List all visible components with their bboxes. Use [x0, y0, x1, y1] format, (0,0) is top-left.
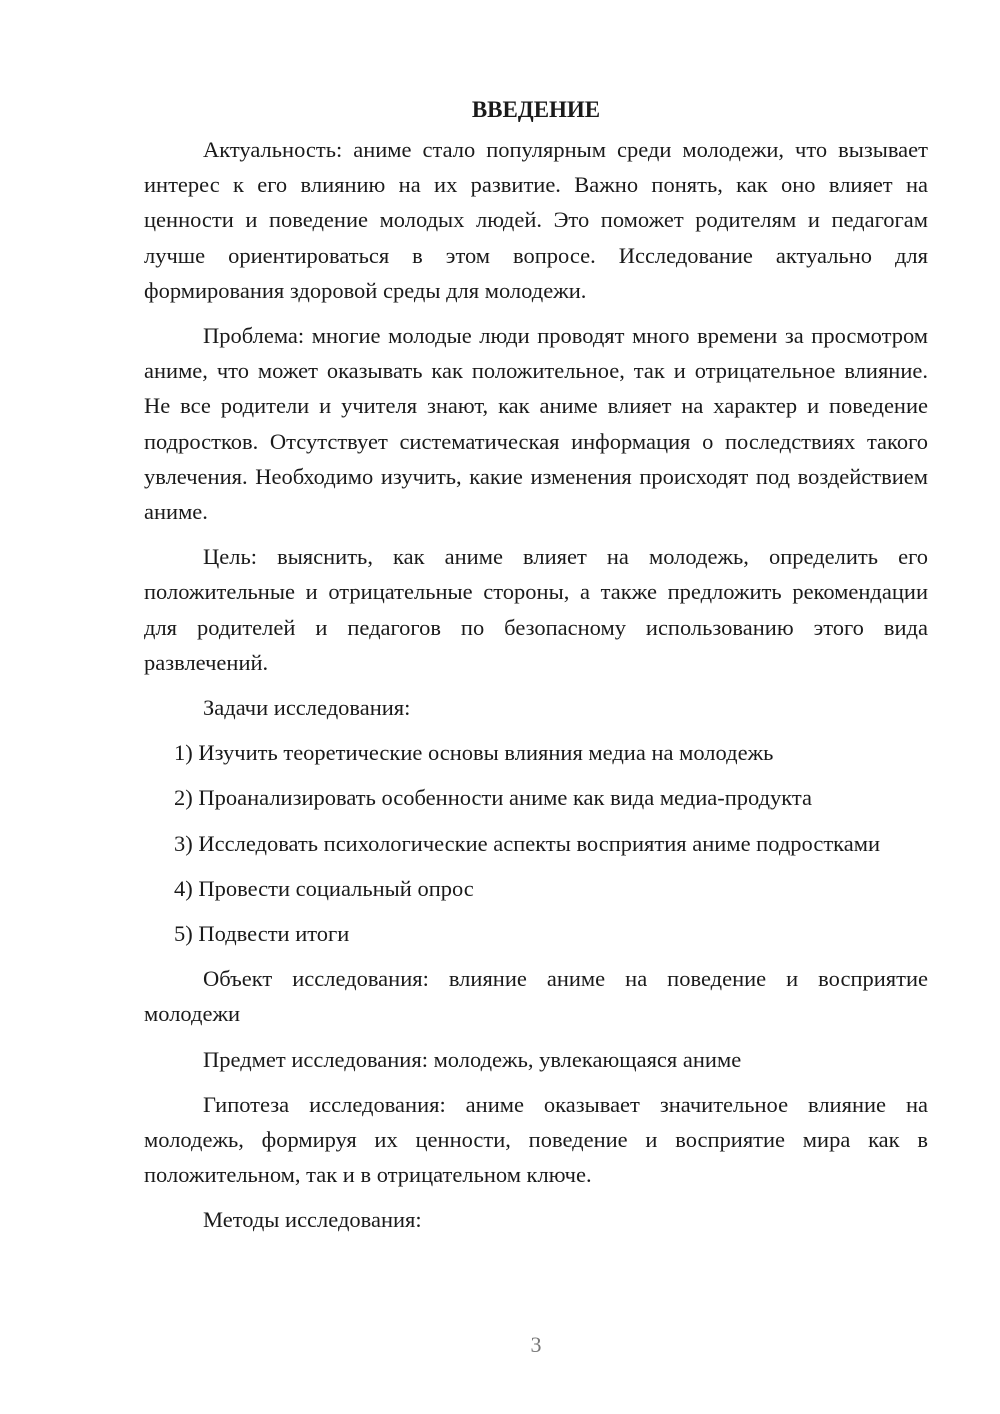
task-item: 5) Подвести итоги	[174, 921, 350, 947]
document-page	[144, 92, 928, 1248]
goal-paragraph: Цель: выяснить, как аниме влияет на молодежь, определить его положительные и отрицательные стороны, а также предложить рекомендации для родителей и педагогов по безопасному использованию этого вида развлечений.	[144, 544, 928, 675]
task-item: 1) Изучить теоретические основы влияния медиа на молодежь	[174, 740, 774, 766]
object-paragraph: Объект исследования: влияние аниме на поведение и восприятие молодежи	[144, 966, 928, 1027]
section-heading: ВВЕДЕНИЕ	[471, 97, 601, 122]
subject-paragraph: Предмет исследования: молодежь, увлекающаяся аниме	[203, 1046, 742, 1072]
tasks-heading: Задачи исследования:	[203, 695, 411, 721]
problem-paragraph: Проблема: многие молодые люди проводят много времени за просмотром аниме, что может оказывать как положительное, так и отрицательное влияние. Не все родители и учителя знают, как аниме влияет на характер и поведение подростков. Отсутствует систематическая информация о последствиях такого увлечения. Необходимо изучить, какие изменения происходят под воздействием аниме.	[144, 323, 928, 525]
methods-paragraph: Методы исследования:	[203, 1207, 422, 1233]
hypothesis-paragraph: Гипотеза исследования: аниме оказывает значительное влияние на молодежь, формируя их ценности, поведение и восприятие мира как в положительном, так и в отрицательном ключе.	[144, 1091, 928, 1188]
task-item: 2) Проанализировать особенности аниме как вида медиа-продукта	[174, 785, 813, 811]
page-number: 3	[530, 1332, 542, 1357]
relevance-paragraph: Актуальность: аниме стало популярным среди молодежи, что вызывает интерес к его влиянию на их развитие. Важно понять, как оно влияет на ценности и поведение молодых людей. Это поможет родителям и педагогам лучше ориентироваться в этом вопросе. Исследование актуально для формирования здоровой среды для молодежи.	[144, 137, 928, 303]
task-item: 4) Провести социальный опрос	[174, 875, 474, 901]
task-item: 3) Исследовать психологические аспекты восприятия аниме подростками	[174, 830, 881, 856]
